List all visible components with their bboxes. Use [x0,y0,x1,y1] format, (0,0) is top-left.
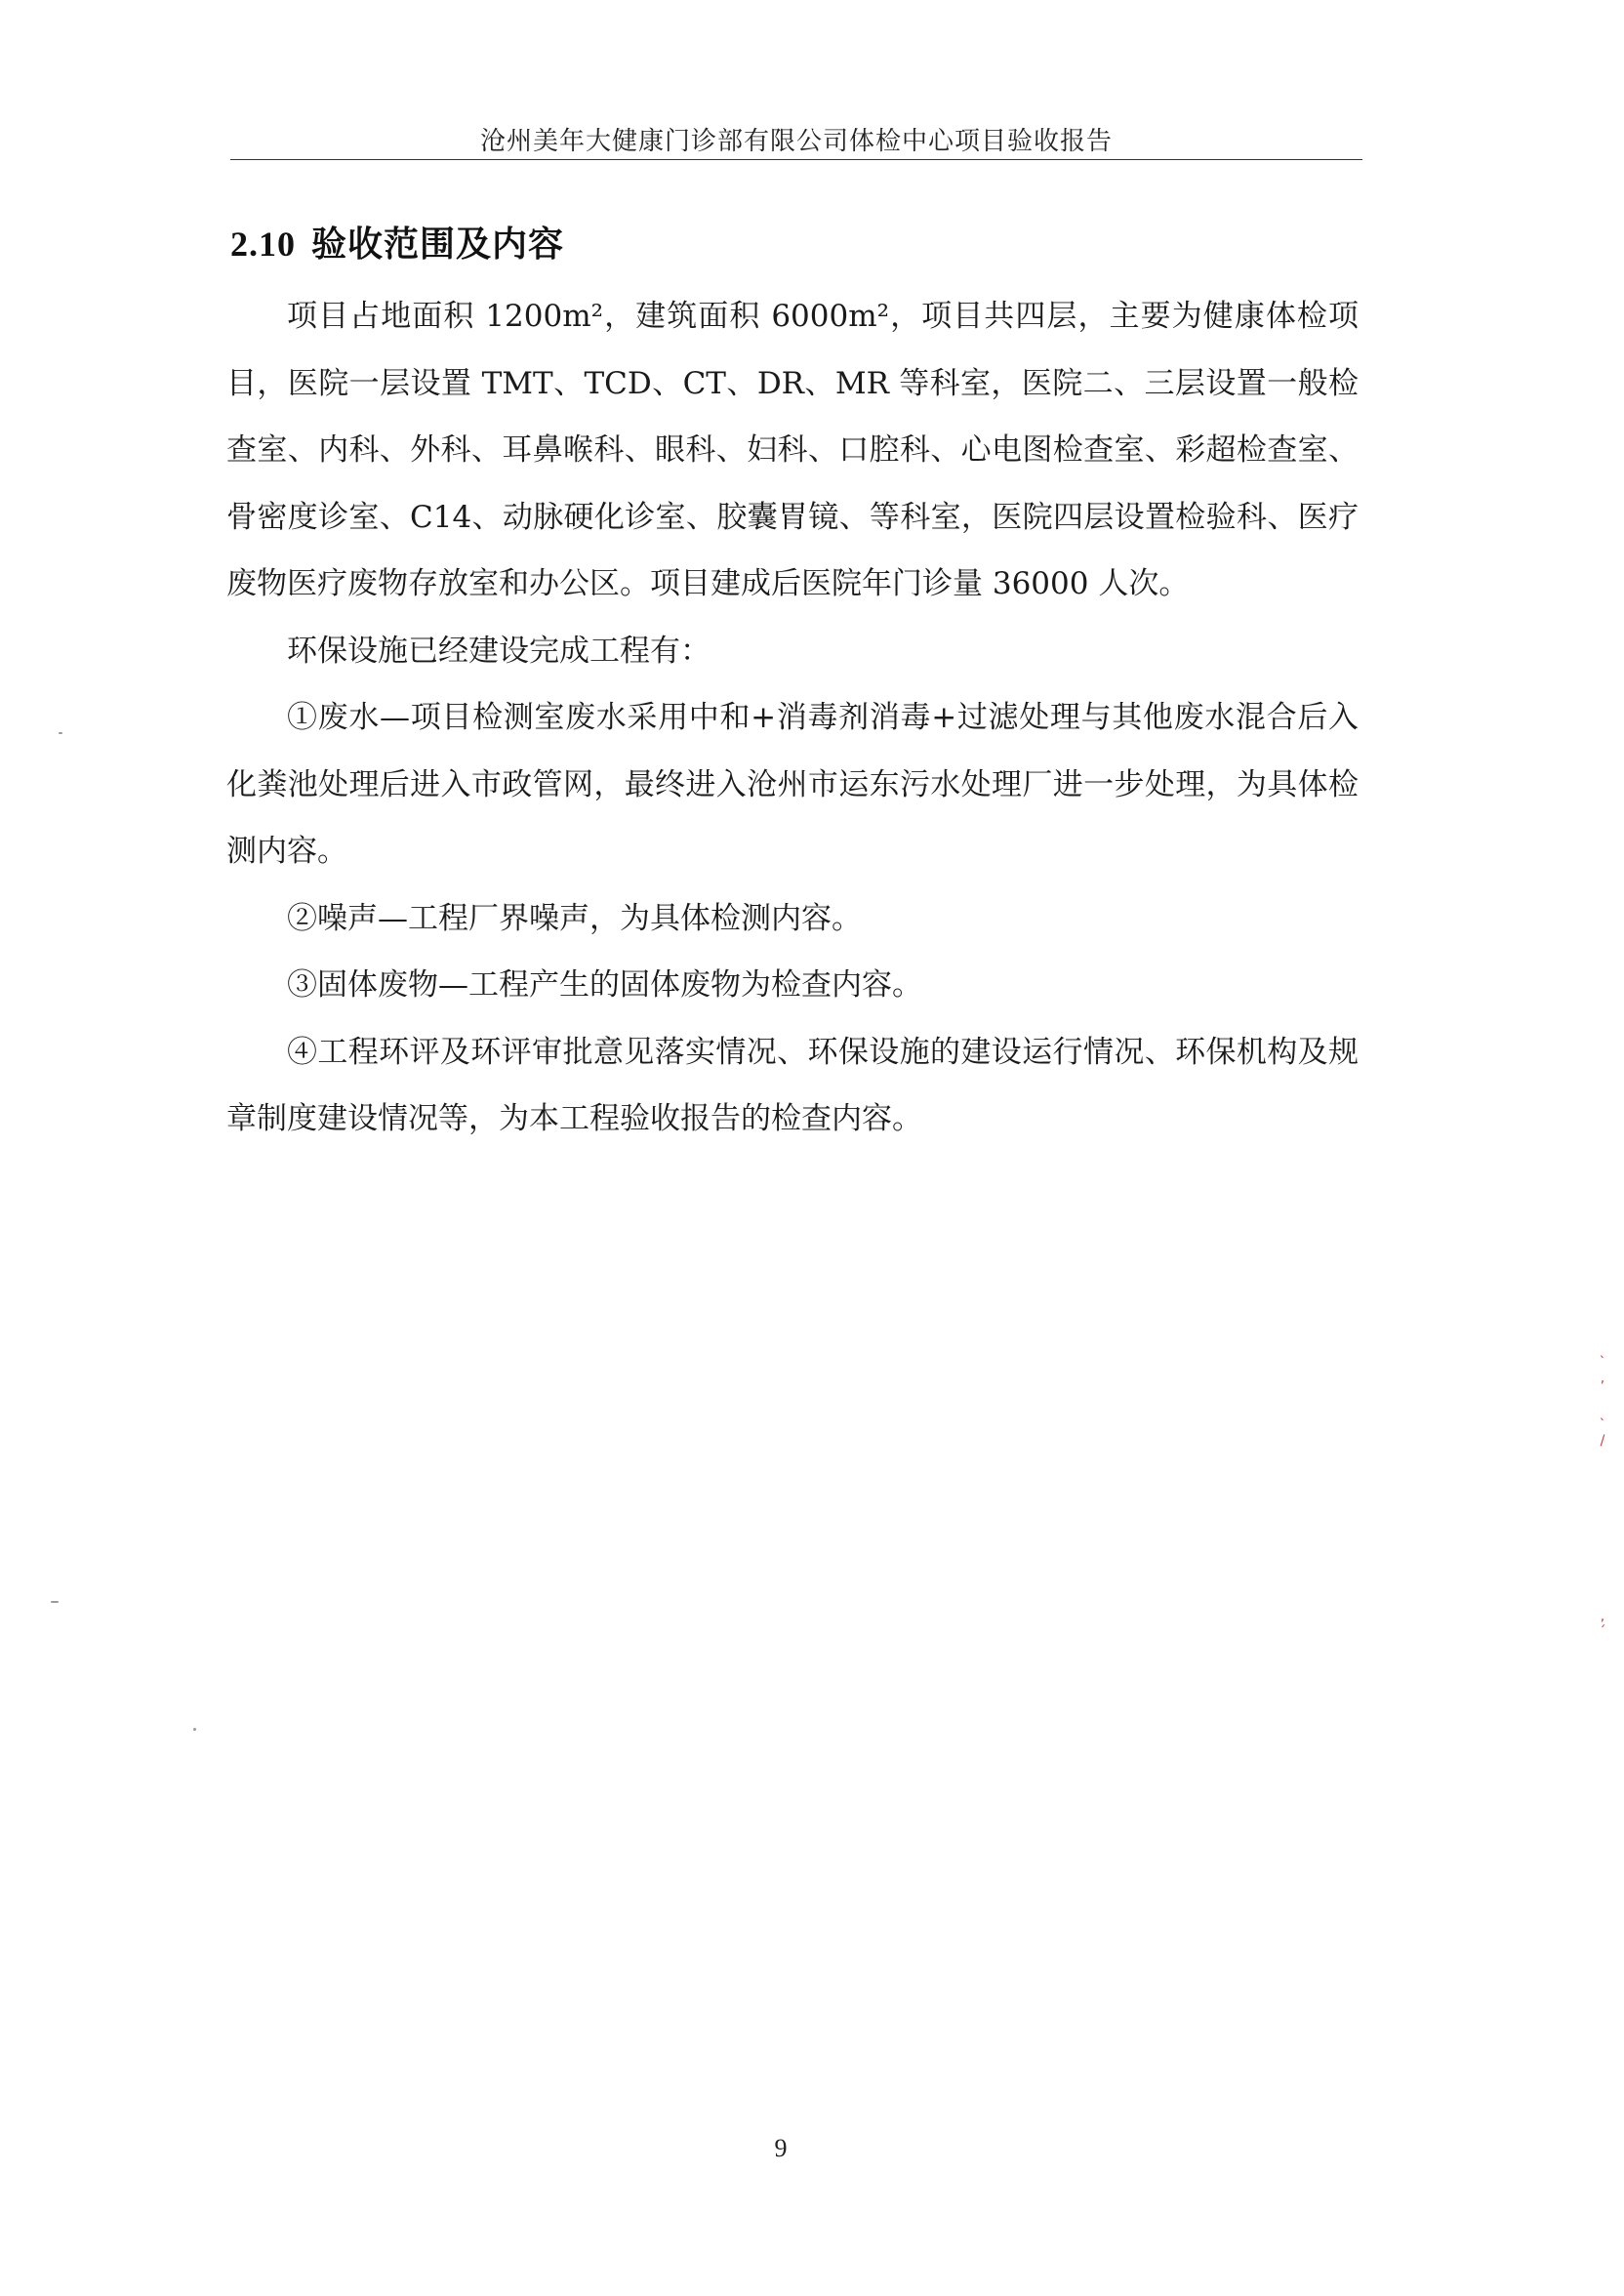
scan-speck [193,1728,196,1731]
paragraph-wastewater: ①废水—项目检测室废水采用中和+消毒剂消毒+过滤处理与其他废水混合后入化粪池处理后进入市政管网，最终进入沧州市运东污水处理厂进一步处理，为具体检测内容。 [226,700,1359,869]
scan-speck [51,1601,59,1603]
section-heading [230,217,564,266]
section-number: 2.10 [230,225,296,264]
body-text [226,283,1359,1153]
paragraph-noise: ②噪声—工程厂界噪声，为具体检测内容。 [287,900,862,936]
paragraph-environmental-review: ④工程环评及环评审批意见落实情况、环保设施的建设运行情况、环保机构及规章制度建设情况等，为本工程验收报告的检查内容。 [226,1034,1359,1136]
paragraph-facilities-intro: 环保设施已经建设完成工程有： [287,633,710,669]
section-title: 验收范围及内容 [311,224,565,265]
paragraph-solid-waste: ③固体废物—工程产生的固体废物为检查内容。 [287,967,922,1003]
seal-fragment-mark: ˋ / [1599,1417,1606,1449]
running-header: 沧州美年大健康门诊部有限公司体检中心项目验收报告 [479,127,1113,156]
seal-fragment-mark: , ˊ [1599,1609,1606,1640]
scan-speck [59,732,62,734]
seal-fragment-mark: ` , [1599,1355,1606,1386]
paragraph-project-overview: 项目占地面积 1200m²，建筑面积 6000m²，项目共四层，主要为健康体检项目，医院一层设置 TMT、TCD、CT、DR、MR 等科室，医院二、三层设置一般检查室、内科、外科、耳鼻喉科、眼科、妇科、口腔科、心电图检查室、彩超检查室、骨密度诊室、C14、动脉硬化诊室、胶囊胃镜、等科室，医院四层设置检验科、医疗废物医疗废物存放室和办公区。项目建成后医院年门诊量 36000 人次。 [226,299,1359,601]
page-number: 9 [774,2134,788,2162]
header-rule [230,159,1362,160]
